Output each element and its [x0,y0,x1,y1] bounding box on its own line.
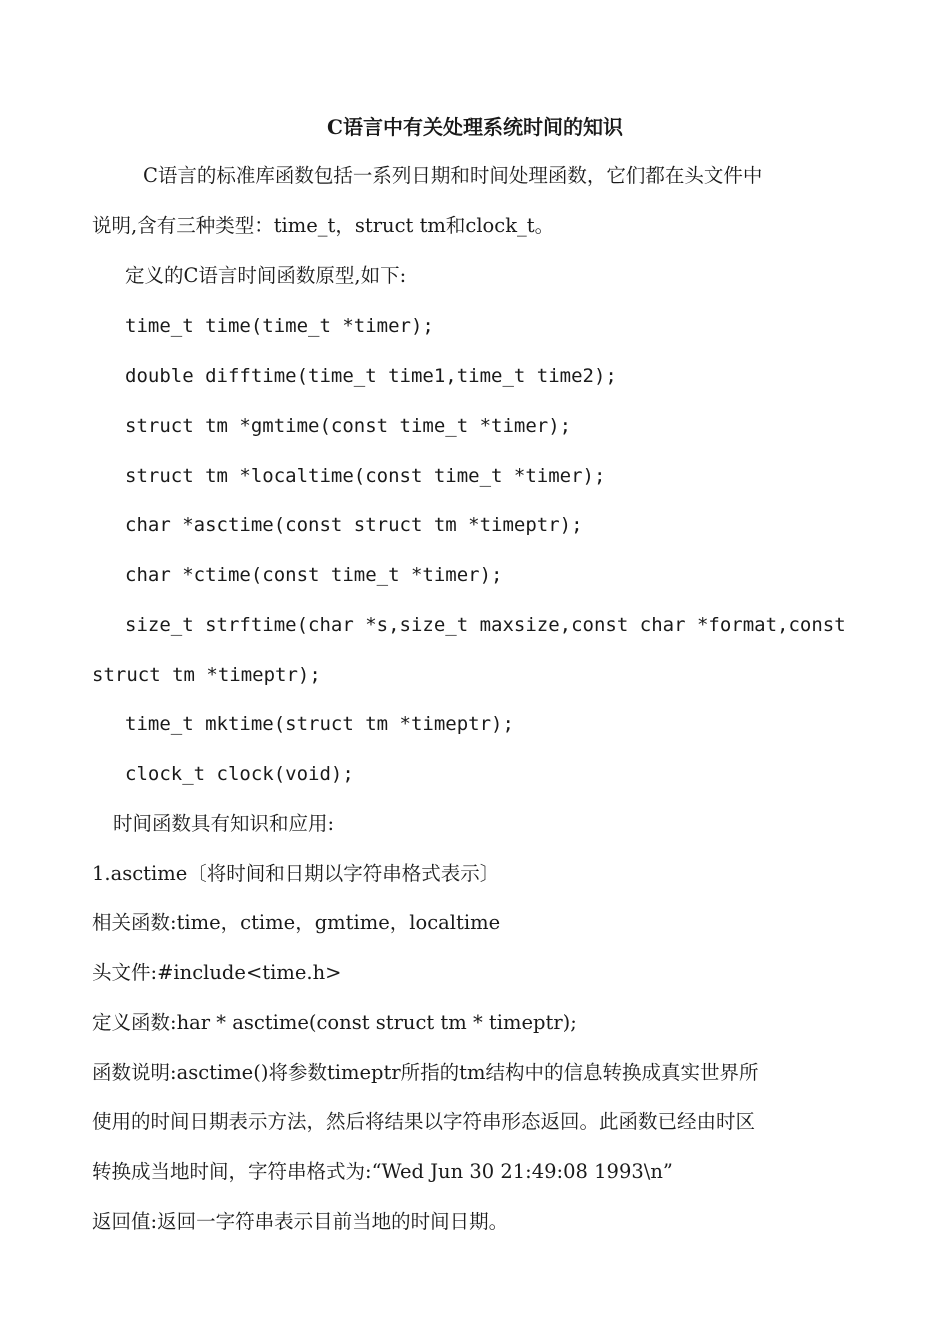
applications-heading: 时间函数具有知识和应用: [113,812,335,835]
function-definition: 定义函数:har * asctime(const struct tm * timeptr); [92,1011,577,1034]
prototypes-heading: 定义的C语言时间函数原型,如下: [125,264,407,287]
prototype-line: char *ctime(const time_t *timer); [125,564,503,586]
related-functions: 相关函数:time，ctime，gmtime，localtime [92,911,501,934]
return-value: 返回值:返回一字符串表示目前当地的时间日期。 [92,1210,509,1233]
prototype-line: struct tm *gmtime(const time_t *timer); [125,415,572,437]
prototype-line: double difftime(time_t time1,time_t time2); [125,365,617,387]
prototype-line: clock_t clock(void); [125,763,354,785]
function-description-line: 函数说明:asctime()将参数timeptr所指的tm结构中的信息转换成真实世界所 [92,1061,759,1084]
function-description-line: 使用的时间日期表示方法，然后将结果以字符串形态返回。此函数已经由时区 [92,1110,756,1133]
intro-line-2: 说明,含有三种类型：time_t，struct tm和clock_t。 [92,214,555,237]
prototype-line: time_t mktime(struct tm *timeptr); [125,713,514,735]
page-title: C语言中有关处理系统时间的知识 [327,115,623,139]
intro-line-1: C语言的标准库函数包括一系列日期和时间处理函数，它们都在头文件中 [143,164,763,187]
prototype-line: char *asctime(const struct tm *timeptr); [125,514,583,536]
prototype-line: struct tm *localtime(const time_t *timer); [125,465,606,487]
section-heading: 1.asctime〔将时间和日期以字符串格式表示〕 [92,862,500,885]
function-description-line: 转换成当地时间，字符串格式为:“Wed Jun 30 21:49:08 1993\n” [92,1160,673,1183]
header-file: 头文件:#include<time.h> [92,961,342,984]
prototype-line: size_t strftime(char *s,size_t maxsize,const char *format,const [125,614,846,636]
prototype-line: struct tm *timeptr); [92,664,321,686]
prototype-line: time_t time(time_t *timer); [125,315,434,337]
